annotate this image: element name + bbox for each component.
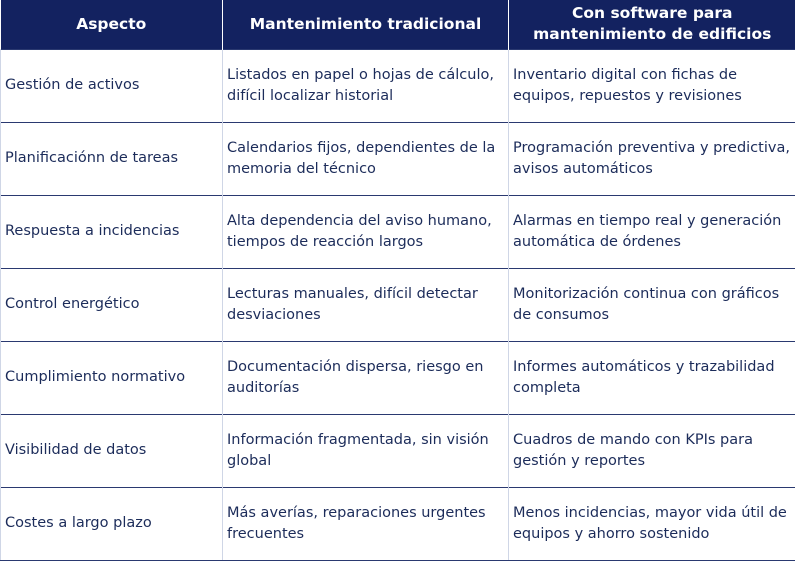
traditional-cell: Documentación dispersa, riesgo en auditorías xyxy=(223,341,509,414)
software-cell: Monitorización continua con gráficos de consumos xyxy=(509,268,795,341)
table-body xyxy=(1,49,795,560)
traditional-cell: Calendarios fijos, dependientes de la memoria del técnico xyxy=(223,122,509,195)
software-cell: Informes automáticos y trazabilidad completa xyxy=(509,341,795,414)
table-row xyxy=(1,195,795,268)
header-aspecto: Aspecto xyxy=(1,0,223,49)
table-row xyxy=(1,122,795,195)
aspect-cell: Planificaciónn de tareas xyxy=(1,122,223,195)
software-cell: Inventario digital con fichas de equipos, repuestos y revisiones xyxy=(509,49,795,122)
table-row xyxy=(1,341,795,414)
software-cell: Menos incidencias, mayor vida útil de equipos y ahorro sostenido xyxy=(509,487,795,560)
table-row xyxy=(1,414,795,487)
table-row xyxy=(1,268,795,341)
header-con-software: Con software para mantenimiento de edificios xyxy=(509,0,795,49)
traditional-cell: Más averías, reparaciones urgentes frecuentes xyxy=(223,487,509,560)
software-cell: Cuadros de mando con KPIs para gestión y reportes xyxy=(509,414,795,487)
traditional-cell: Lecturas manuales, difícil detectar desviaciones xyxy=(223,268,509,341)
header-row xyxy=(1,0,795,49)
software-cell: Programación preventiva y predictiva, avisos automáticos xyxy=(509,122,795,195)
aspect-cell: Respuesta a incidencias xyxy=(1,195,223,268)
traditional-cell: Información fragmentada, sin visión global xyxy=(223,414,509,487)
traditional-cell: Alta dependencia del aviso humano, tiempos de reacción largos xyxy=(223,195,509,268)
traditional-cell: Listados en papel o hojas de cálculo, difícil localizar historial xyxy=(223,49,509,122)
table-row xyxy=(1,487,795,560)
aspect-cell: Cumplimiento normativo xyxy=(1,341,223,414)
aspect-cell: Visibilidad de datos xyxy=(1,414,223,487)
aspect-cell: Costes a largo plazo xyxy=(1,487,223,560)
header-mantenimiento-tradicional: Mantenimiento tradicional xyxy=(223,0,509,49)
aspect-cell: Control energético xyxy=(1,268,223,341)
software-cell: Alarmas en tiempo real y generación automática de órdenes xyxy=(509,195,795,268)
table-header xyxy=(1,0,795,49)
table-row xyxy=(1,49,795,122)
aspect-cell: Gestión de activos xyxy=(1,49,223,122)
